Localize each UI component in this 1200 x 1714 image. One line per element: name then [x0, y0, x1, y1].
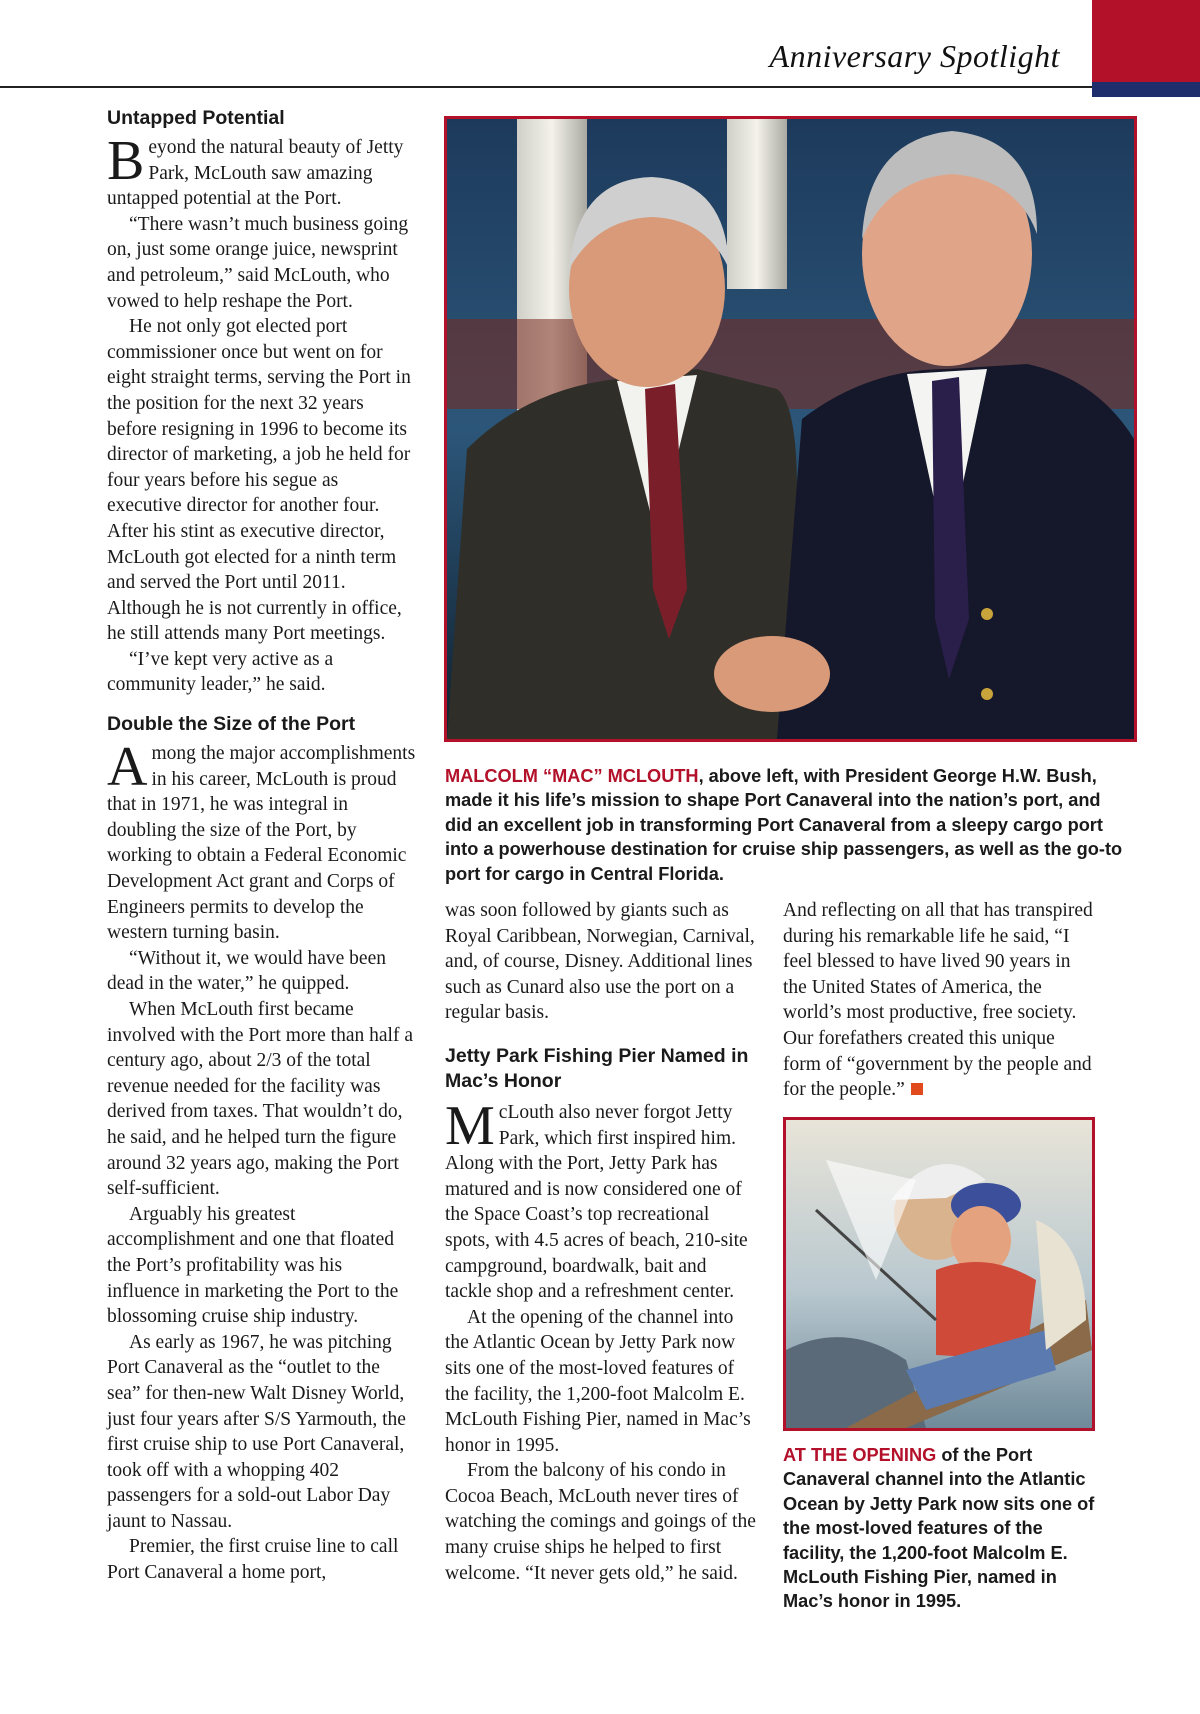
- paragraph-text: And reflecting on all that has transpired during his remarkable life he said, “I feel blessed to have lived 90 years in the United States of America, the world’s most productive, free society. Our forefathers created this unique form of “government by the people and for the people.”: [783, 900, 1093, 1101]
- header-navy-bar: [1092, 82, 1200, 97]
- mural-illustration: [786, 1120, 1092, 1428]
- photo-illustration: [447, 119, 1134, 739]
- paragraph: He not only got elected port commissioner once but went on for eight straight terms, serving the Port in the position for the next 32 years before resigning in 1996 to become its director of marketing, a job he held for four years before his segue as executive director for another four. After his stint as executive director, McLouth got elected for a ninth term and served the Port until 2011. Although he is not currently in office, he still attends many Port meetings.: [107, 316, 411, 645]
- paragraph: “Without it, we would have been dead in the water,” he quipped.: [107, 947, 386, 995]
- column-2: [445, 898, 757, 1586]
- photo-caption-1: [445, 764, 1125, 886]
- paragraph: At the opening of the channel into the Atlantic Ocean by Jetty Park now sits one of the most-loved features of the facility, the 1,200-foot Malcolm E. McLouth Fishing Pier, named in Mac’s honor in 1995.: [445, 1306, 751, 1456]
- paragraph: “I’ve kept very active as a community leader,” he said.: [107, 648, 334, 696]
- paragraph: [783, 898, 1095, 1103]
- paragraph-text: cLouth also never forgot Jetty Park, which first inspired him. Along with the Port, Jetty Park has matured and is now considered one of the Space Coast’s top recreational spots, with 4.5 acres of beach, 210-site campground, boardwalk, bait and tackle shop and a refreshment center.: [445, 1101, 748, 1303]
- section-heading-untapped-potential: Untapped Potential: [107, 107, 285, 129]
- drop-cap: A: [107, 736, 148, 799]
- page-header-title: Anniversary Spotlight: [769, 38, 1060, 74]
- paragraph: [107, 736, 417, 946]
- section-heading-double-the-size: Double the Size of the Port: [107, 713, 356, 736]
- caption-text: , above left, with President George H.W. Bush, made it his life’s mission to shape Port Canaveral into the nation’s port, and did an excellent job in transforming Port Canaveral from a sleepy cargo port into a powerhouse destination for cruise ship passengers, as well as the go-to port for cargo in Central Florida.: [445, 766, 1123, 884]
- header-rule: [0, 86, 1092, 88]
- column-3: [783, 898, 1095, 1103]
- section-heading-jetty-park: Jetty Park Fishing Pier Named in Mac’s Honor: [445, 1044, 749, 1092]
- paragraph: [107, 130, 417, 212]
- paragraph: As early as 1967, he was pitching Port Canaveral as the “outlet to the sea” for then-new Walt Disney World, just four years after S/S Yarmouth, the first cruise ship to use Port Canaveral, took off with a whopping 402 passengers for a sold-out Labor Day jaunt to Nassau.: [107, 1331, 406, 1532]
- drop-cap: M: [445, 1094, 495, 1157]
- photo-caption-2: [783, 1443, 1105, 1614]
- paragraph-text: mong the major accomplishments in his career, McLouth is proud that in 1971, he was integral in doubling the size of the Port, by working to obtain a Federal Economic Development Act grant and Corps of Engineers permits to develop the western turning basin.: [107, 743, 416, 944]
- caption-text: of the Port Canaveral channel into the Atlantic Ocean by Jetty Park now sits one of the most-loved features of the facility, the 1,200-foot Malcolm E. McLouth Fishing Pier, named in Mac’s honor in 1995.: [783, 1445, 1095, 1612]
- paragraph: [445, 1094, 757, 1305]
- paragraph: “There wasn’t much business going on, just some orange juice, newsprint and petroleum,” said McLouth, who vowed to help reshape the Port.: [107, 213, 409, 312]
- paragraph: was soon followed by giants such as Royal Caribbean, Norwegian, Carnival, and, of course, Disney. Additional lines such as Cunard also use the port on a regular basis.: [445, 900, 755, 1024]
- caption-lead: MALCOLM “MAC” MCLOUTH: [445, 766, 699, 786]
- paragraph: Premier, the first cruise line to call Port Canaveral a home port,: [107, 1536, 399, 1584]
- paragraph: From the balcony of his condo in Cocoa Beach, McLouth never tires of watching the comings and goings of the many cruise ships he helped to first welcome. “It never gets old,” he said.: [445, 1460, 756, 1584]
- paragraph: When McLouth first became involved with the Port more than half a century ago, about 2/3 of the total revenue needed for the facility was derived from taxes. That wouldn’t do, he said, and he helped turn the figure around 32 years ago, making the Port self-sufficient.: [107, 999, 413, 1200]
- drop-cap: B: [107, 130, 145, 192]
- column-1: [107, 106, 417, 1586]
- photo-jetty-park-mural: [783, 1117, 1095, 1431]
- caption-lead: AT THE OPENING: [783, 1445, 937, 1465]
- paragraph-text: eyond the natural beauty of Jetty Park, McLouth saw amazing untapped potential at the Port.: [107, 137, 404, 210]
- header-red-tab: [1092, 0, 1200, 82]
- end-mark-icon: [911, 1083, 923, 1095]
- paragraph: Arguably his greatest accomplishment and one that floated the Port’s profitability was his influence in marketing the Port to the blossoming cruise ship industry.: [107, 1203, 399, 1328]
- photo-mclouth-with-bush: [444, 116, 1137, 742]
